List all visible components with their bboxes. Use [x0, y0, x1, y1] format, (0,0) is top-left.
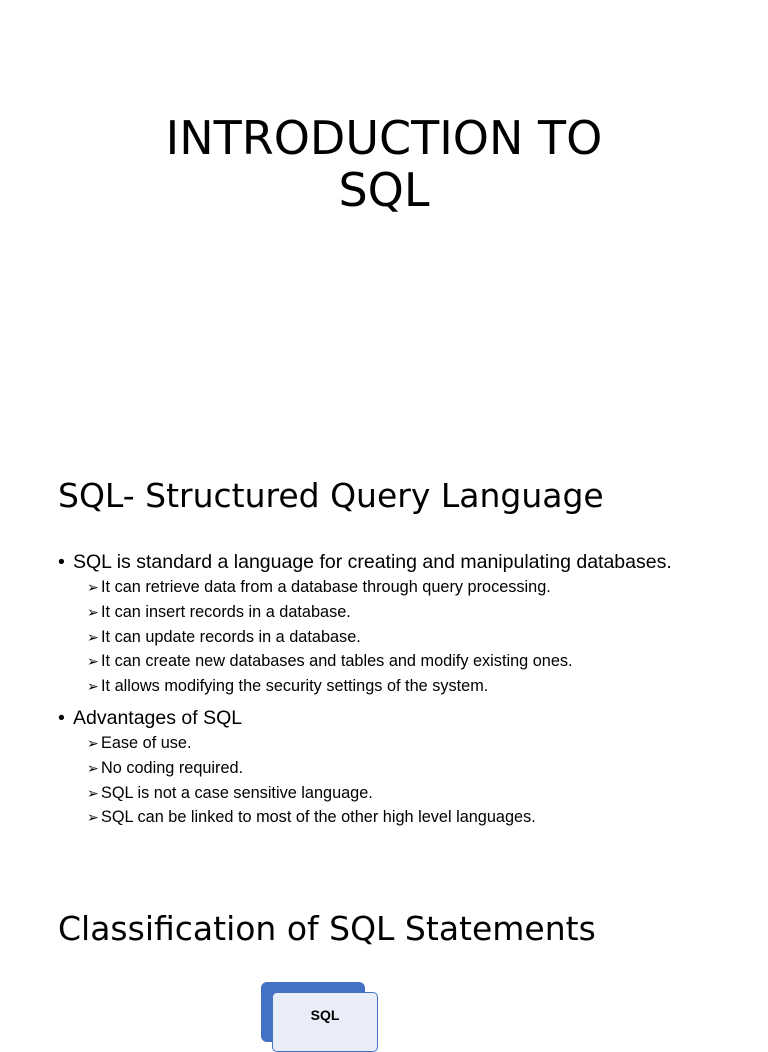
sub-bullet-text: SQL can be linked to most of the other high level languages. [101, 808, 536, 827]
arrow-bullet-icon: ➢ [87, 759, 99, 776]
sub-bullet-text: It can insert records in a database. [101, 602, 351, 621]
sub-bullet-text: No coding required. [101, 758, 244, 777]
sub-bullet-item [87, 649, 672, 674]
sub-bullet-item [87, 781, 536, 806]
bullet-dot-icon: • [58, 707, 65, 729]
diagram-node-sql [272, 992, 378, 1052]
sub-bullet-item [87, 731, 536, 756]
diagram-node-label: SQL [310, 1007, 340, 1023]
arrow-bullet-icon: ➢ [87, 678, 99, 695]
arrow-bullet-icon: ➢ [87, 809, 99, 826]
sub-bullet-item [87, 805, 536, 830]
bullet-block-definition [58, 549, 672, 699]
sub-bullet-item [87, 575, 672, 600]
section-heading-classification: Classification of SQL Statements [58, 909, 596, 948]
bullet-block-advantages [58, 705, 536, 830]
sub-bullet-text: It allows modifying the security settings of the system. [101, 677, 489, 696]
sub-bullet-text: Ease of use. [101, 734, 192, 752]
arrow-bullet-icon: ➢ [87, 579, 99, 595]
bullet-text: Advantages of SQL [73, 707, 243, 729]
bullet-item [58, 705, 536, 731]
arrow-bullet-icon: ➢ [87, 628, 99, 645]
sub-bullet-list [58, 575, 672, 699]
section-heading-sql: SQL- Structured Query Language [58, 476, 604, 515]
arrow-bullet-icon: ➢ [87, 735, 99, 751]
sub-bullet-item [87, 625, 672, 650]
bullet-item [58, 549, 672, 575]
sub-bullet-item [87, 756, 536, 781]
sub-bullet-item [87, 674, 672, 699]
bullet-text: SQL is standard a language for creating and manipulating databases. [73, 551, 672, 573]
slide-title [0, 112, 768, 216]
sub-bullet-list [58, 731, 536, 830]
arrow-bullet-icon: ➢ [87, 653, 99, 670]
sub-bullet-text: It can create new databases and tables and modify existing ones. [101, 652, 573, 671]
slide-title-line-2: SQL [338, 163, 430, 217]
arrow-bullet-icon: ➢ [87, 603, 99, 620]
sub-bullet-text: It can update records in a database. [101, 627, 361, 646]
arrow-bullet-icon: ➢ [87, 784, 99, 801]
sub-bullet-text: It can retrieve data from a database through query processing. [101, 578, 551, 596]
bullet-dot-icon: • [58, 551, 65, 573]
slide-title-line-1: INTRODUCTION TO [165, 111, 603, 165]
sub-bullet-item [87, 600, 672, 625]
sub-bullet-text: SQL is not a case sensitive language. [101, 783, 373, 802]
